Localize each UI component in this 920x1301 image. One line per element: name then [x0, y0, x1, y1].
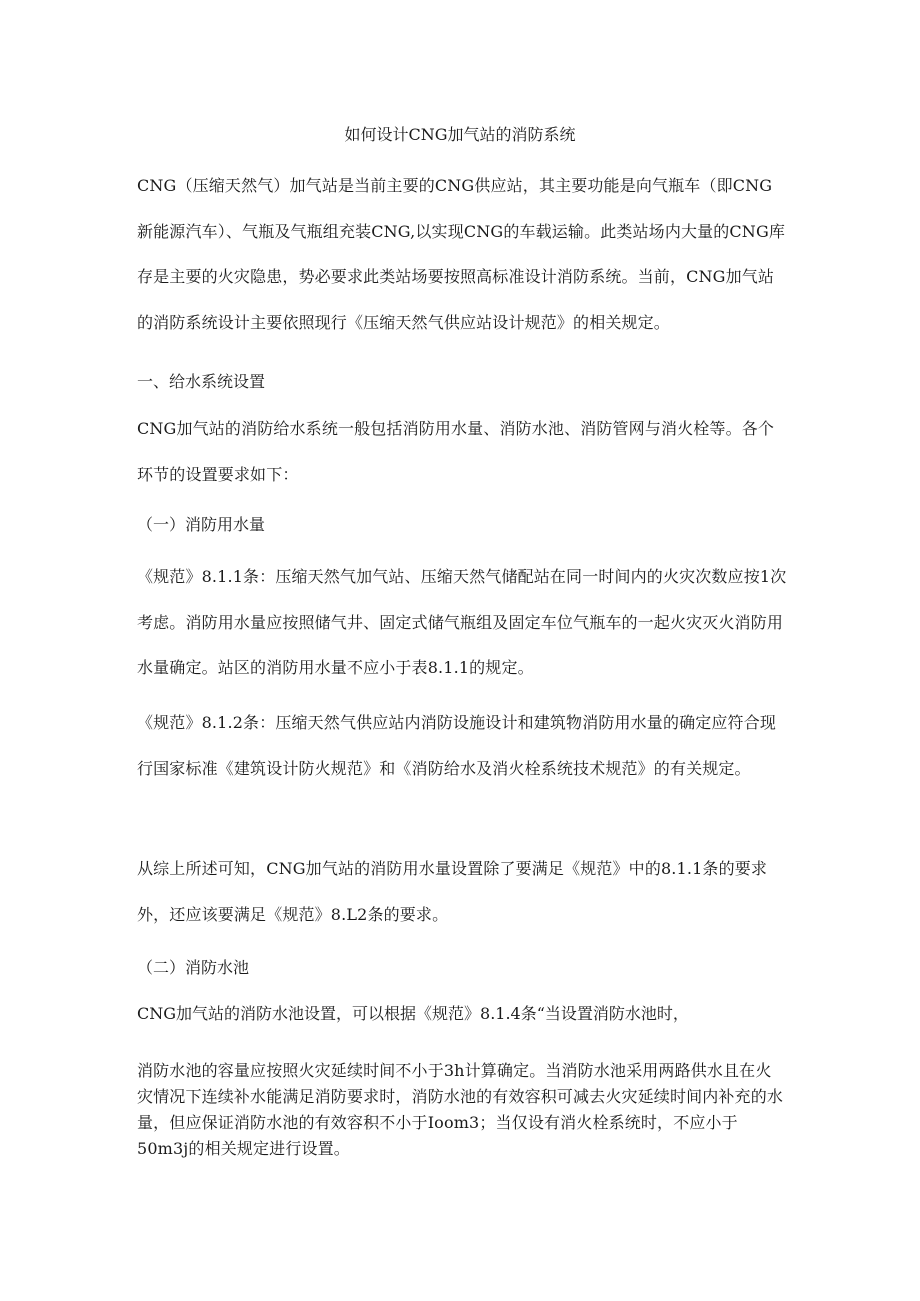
clause-8-1-2-paragraph: 《规范》8.1.2条：压缩天然气供应站内消防设施设计和建筑物消防用水量的确定应符合现行国家标准《建筑设计防火规范》和《消防给水及消火栓系统技术规范》的有关规定。 — [137, 713, 777, 778]
summary-paragraph: 从综上所述可知，CNG加气站的消防用水量设置除了要满足《规范》中的8.1.1条的要求外，还应该要满足《规范》8.L2条的要求。 — [137, 859, 768, 924]
intro-paragraph: CNG（压缩天然气）加气站是当前主要的CNG供应站，其主要功能是向气瓶车（即CNG新能源汽车）、气瓶及气瓶组充装CNG,以实现CNG的车载运输。此类站场内大量的CNG库存是主要的火灾隐患，势必要求此类站场要按照高标准设计消防系统。当前，CNG加气站的消防系统设计主要依照现行《压缩天然气供应站设计规范》的相关规定。 — [137, 176, 786, 332]
section-1-paragraph: CNG加气站的消防给水系统一般包括消防用水量、消防水池、消防管网与消火栓等。各个环节的设置要求如下： — [137, 419, 775, 484]
fire-pool-quote-paragraph: 消防水池的容量应按照火灾延续时间不小于3h计算确定。当消防水池采用两路供水且在火灾情况下连续补水能满足消防要求时，消防水池的有效容积可减去火灾延续时间内补充的水量，但应保证消防水池的有效容积不小于Ioom3；当仅设有消火栓系统时，不应小于50m3j的相关规定进行设置。 — [137, 1061, 784, 1158]
document-title: 如何设计CNG加气站的消防系统 — [344, 125, 576, 144]
subsection-1-heading: （一）消防用水量 — [137, 515, 266, 534]
subsection-2-paragraph: CNG加气站的消防水池设置，可以根据《规范》8.1.4条“当设置消防水池时， — [137, 1004, 689, 1023]
subsection-2-heading: （二）消防水池 — [137, 958, 250, 977]
section-1-heading: 一、给水系统设置 — [137, 372, 266, 391]
clause-8-1-1-paragraph: 《规范》8.1.1条：压缩天然气加气站、压缩天然气储配站在同一时间内的火灾次数应按1次考虑。消防用水量应按照储气井、固定式储气瓶组及固定车位气瓶车的一起火灾灭火消防用水量确定。站区的消防用水量不应小于表8.1.1的规定。 — [137, 567, 787, 677]
